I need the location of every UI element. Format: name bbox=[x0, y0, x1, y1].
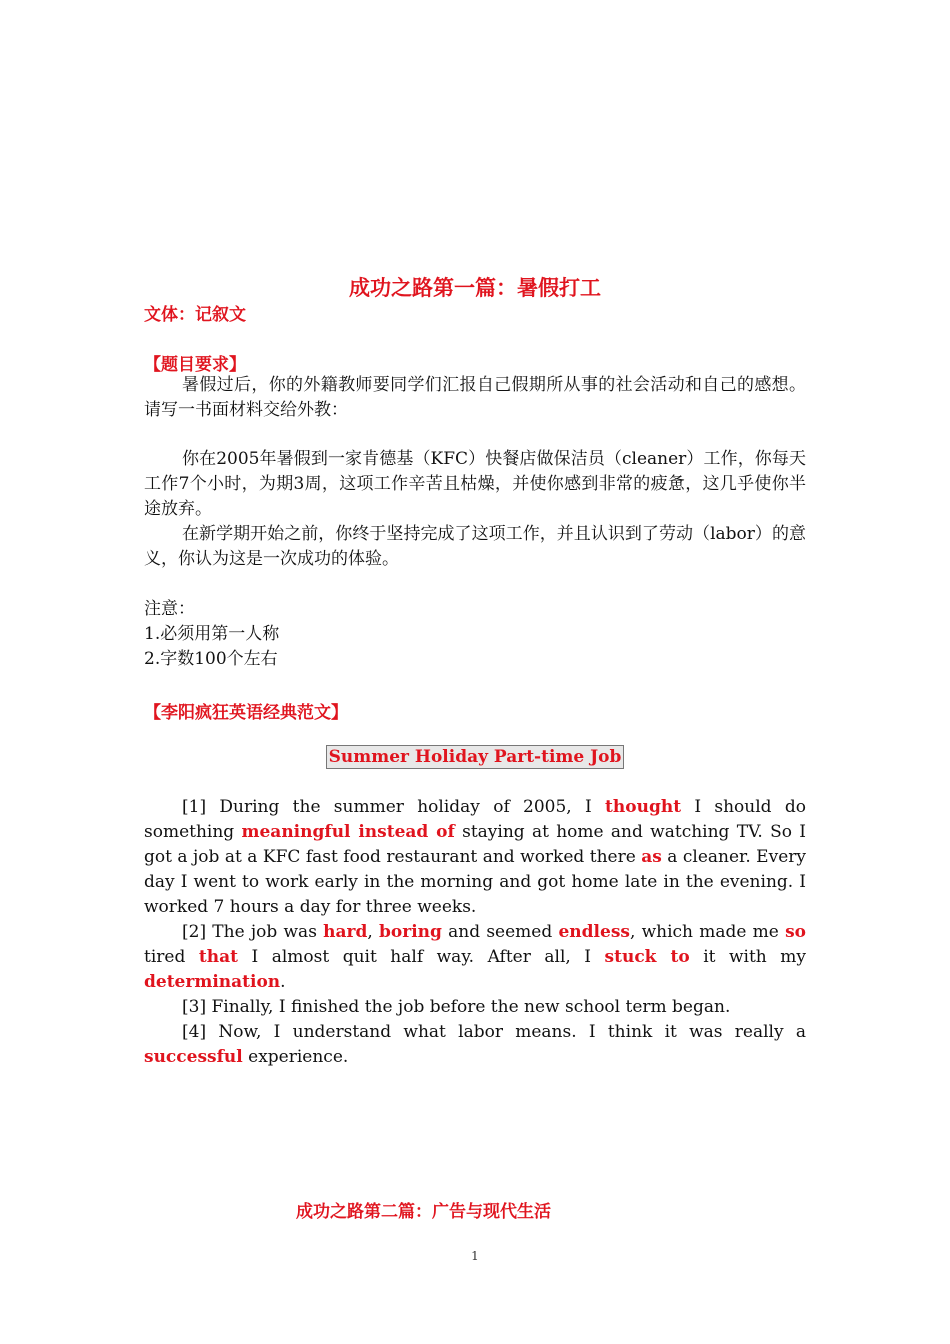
essay-text: [1] During the summer holiday of 2005, I bbox=[182, 797, 606, 817]
requirement-para-1: 你在2005年暑假到一家肯德基（KFC）快餐店做保洁员（cleaner）工作，你每天工作7个小时，为期3周，这项工作辛苦且枯燥，并使你感到非常的疲惫，这几乎使你半途放弃。 bbox=[144, 449, 806, 519]
requirement-intro: 暑假过后，你的外籍教师要同学们汇报自己假期所从事的社会活动和自己的感想。请写一书面材料交给外教： bbox=[144, 375, 806, 420]
essay-paragraph-2 bbox=[144, 920, 806, 995]
requirement-heading: 【题目要求】 bbox=[144, 355, 246, 375]
essay-keyword: determination bbox=[144, 972, 281, 992]
essay-keyword: that bbox=[198, 947, 238, 967]
notes-block bbox=[144, 597, 806, 672]
requirement-intro-block bbox=[144, 373, 806, 423]
essay-text: it with my bbox=[689, 947, 806, 967]
page-title: 成功之路第一篇：暑假打工 bbox=[349, 276, 601, 300]
essay-paragraph-3: [3] Finally, I finished the job before the new school term began. bbox=[182, 997, 731, 1017]
essay-text: experience. bbox=[242, 1047, 349, 1067]
essay-text: I almost quit half way. After all, I bbox=[237, 947, 605, 967]
essay-text: tired bbox=[144, 947, 199, 967]
notes-label: 注意： bbox=[144, 599, 195, 619]
essay-text: [4] Now, I understand what labor means. I think it was really a bbox=[182, 1022, 806, 1042]
requirement-task-block bbox=[144, 447, 806, 572]
essay-text: and seemed bbox=[441, 922, 559, 942]
essay-text: [2] The job was bbox=[182, 922, 324, 942]
essay-text: I should do something bbox=[144, 797, 806, 842]
essay-paragraph-1 bbox=[144, 795, 806, 920]
page-number: 1 bbox=[471, 1249, 479, 1263]
essay-keyword: so bbox=[785, 922, 807, 942]
essay-keyword: successful bbox=[144, 1047, 243, 1067]
essay-text: staying at home and watching TV. So I got a job at a KFC fast food restaurant and worked there bbox=[144, 822, 806, 867]
requirement-para-2: 在新学期开始之前，你终于坚持完成了这项工作，并且认识到了劳动（labor）的意义，你认为这是一次成功的体验。 bbox=[144, 524, 806, 569]
essay-title-wrap bbox=[0, 745, 950, 769]
sample-heading: 【李阳疯狂英语经典范文】 bbox=[144, 703, 348, 723]
essay-keyword: stuck to bbox=[604, 947, 690, 967]
essay-text: a cleaner. Every day I went to work early in the morning and got home late in the evening. I worked 7 hours a day for three weeks. bbox=[144, 847, 806, 917]
essay-text: , bbox=[367, 922, 380, 942]
note-item-2: 2.字数100个左右 bbox=[144, 649, 278, 669]
essay-paragraph-4 bbox=[144, 1020, 806, 1070]
essay-title: Summer Holiday Part-time Job bbox=[326, 745, 625, 769]
essay-keyword: boring bbox=[379, 922, 442, 942]
essay-text: . bbox=[280, 972, 286, 992]
essay-keyword: endless bbox=[558, 922, 630, 942]
essay-keyword: meaningful instead of bbox=[241, 822, 455, 842]
essay-keyword: hard bbox=[323, 922, 368, 942]
note-item-1: 1.必须用第一人称 bbox=[144, 624, 280, 644]
next-section-title: 成功之路第二篇：广告与现代生活 bbox=[296, 1202, 551, 1222]
genre-label: 文体：记叙文 bbox=[144, 305, 246, 325]
essay-body bbox=[144, 795, 806, 1070]
essay-text: , which made me bbox=[629, 922, 786, 942]
essay-keyword: as bbox=[641, 847, 662, 867]
essay-keyword: thought bbox=[605, 797, 682, 817]
